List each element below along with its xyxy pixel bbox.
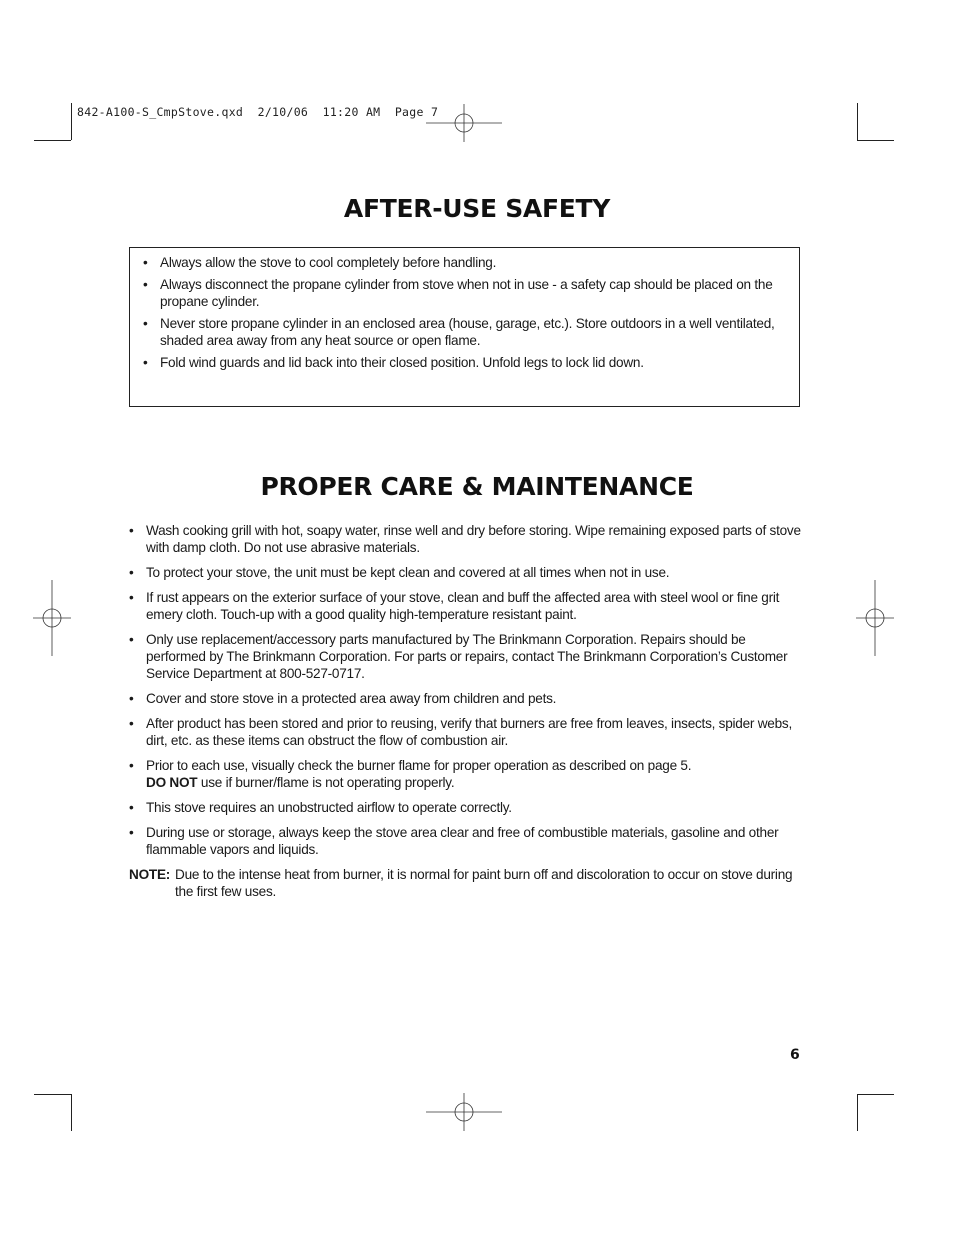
list-item: • To protect your stove, the unit must be kept clean and covered at all times when not in use. [129,564,801,581]
list-item: • Wash cooking grill with hot, soapy water, rinse well and dry before storing. Wipe remaining exposed parts of stove with damp cloth. Do not use abrasive materials. [129,522,801,556]
crop-mark-bottom-left-h [34,1094,71,1095]
list-item: • During use or storage, always keep the stove area clear and free of combustible materials, gasoline and other flammable vapors and liquids. [129,824,801,858]
after-use-safety-list [143,254,791,376]
list-item-text: Prior to each use, visually check the burner flame for proper operation as described on page 5. [146,758,692,773]
crop-mark-top-right-h [857,140,894,141]
list-item: • After product has been stored and prior to reusing, verify that burners are free from leaves, insects, spider webs, dirt, etc. as these items can obstruct the flow of combustion air. [129,715,801,749]
list-item [129,757,801,791]
crop-mark-top-left-h [34,140,71,141]
list-item: • Always disconnect the propane cylinder from stove when not in use - a safety cap should be placed on the propane cylinder. [143,276,791,310]
list-item: • If rust appears on the exterior surface of your stove, clean and buff the affected area with steel wool or fine grit emery cloth. Touch-up with a good quality high-temperature resistant paint. [129,589,801,623]
crop-mark-bottom-left-v [71,1094,72,1131]
page-number: 6 [790,1047,800,1063]
crop-mark-top-right-v [857,103,858,140]
registration-mark-top-icon [426,104,502,142]
note-label: NOTE: [129,867,171,882]
print-slug: 842-A100-S_CmpStove.qxd 2/10/06 11:20 AM Page 7 [77,105,439,119]
list-item: • Cover and store stove in a protected area away from children and pets. [129,690,801,707]
registration-mark-right-icon [856,580,894,656]
note [129,866,801,900]
list-item: • Only use replacement/accessory parts manufactured by The Brinkmann Corporation. Repairs should be performed by The Brinkmann Corporation. For parts or repairs, contact The Brinkmann Corporation’s Customer Service Department at 800-527-0717. [129,631,801,682]
note-item [129,866,801,900]
registration-mark-bottom-icon [426,1093,502,1131]
note-text: Due to the intense heat from burner, it is normal for paint burn off and discoloration to occur on stove during the first few uses. [175,867,793,899]
do-not-text: use if burner/flame is not operating properly. [197,775,455,790]
crop-mark-top-left-v [71,103,72,140]
list-item: • Never store propane cylinder in an enclosed area (house, garage, etc.). Store outdoors in a well ventilated, shaded area away from any heat source or open flame. [143,315,791,349]
list-item: • Always allow the stove to cool completely before handling. [143,254,791,271]
list-item: • Fold wind guards and lid back into their closed position. Unfold legs to lock lid down. [143,354,791,371]
list-item: • This stove requires an unobstructed airflow to operate correctly. [129,799,801,816]
crop-mark-bottom-right-h [857,1094,894,1095]
care-maintenance-list [129,522,801,908]
crop-mark-bottom-right-v [857,1094,858,1131]
care-maintenance-heading: PROPER CARE & MAINTENANCE [260,472,694,501]
after-use-safety-heading: AFTER-USE SAFETY [343,194,611,223]
after-use-safety-box [129,247,800,407]
registration-mark-left-icon [33,580,71,656]
do-not-label: DO NOT [146,775,198,790]
